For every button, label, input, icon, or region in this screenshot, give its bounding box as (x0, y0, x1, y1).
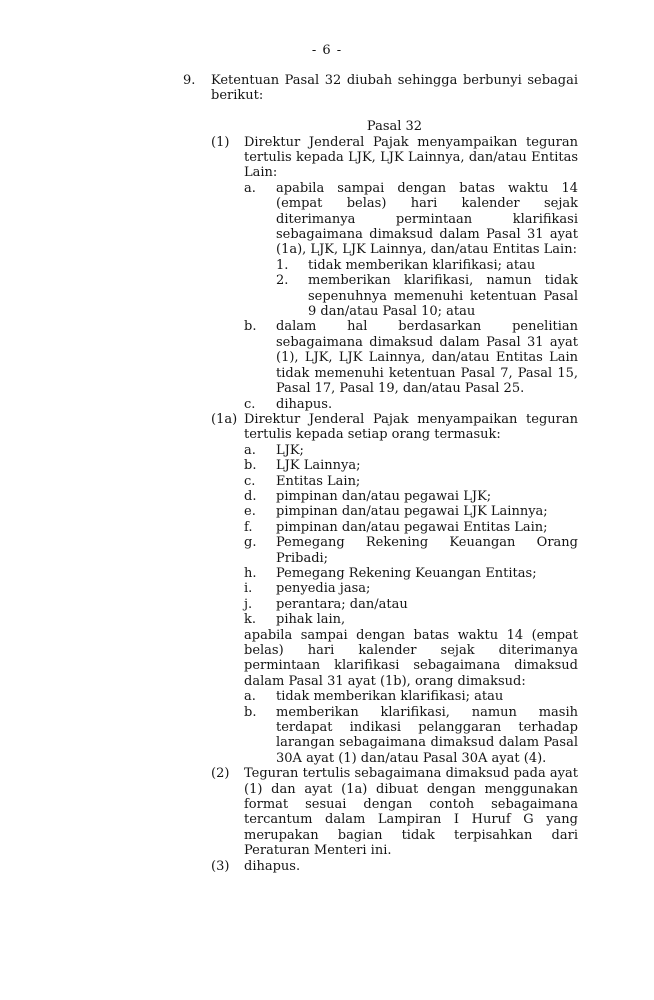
list-item-marker: a. (244, 689, 256, 705)
list-item-text: perantara; dan/atau (276, 596, 408, 612)
list2-item-b (244, 705, 578, 767)
clause-marker: (1) (211, 134, 230, 150)
amendment-number: 9. (183, 73, 196, 88)
clause-1a (211, 412, 578, 766)
list-item-marker: i. (244, 581, 253, 597)
document-body (183, 73, 578, 874)
clause-text: Teguran tertulis sebagaimana dimaksud pada ayat (1) dan ayat (1a) dibuat dengan menggunakan format sesuai dengan contoh sebagaimana tercantum dalam Lampiran I Huruf G yang merupakan bagian tidak terpisahkan dari Peraturan Menteri ini. (244, 766, 578, 859)
clause-2 (211, 766, 578, 858)
list-item-text: Pemegang Rekening Keuangan Entitas; (276, 565, 537, 581)
clause-1 (211, 135, 578, 412)
list-item-marker: j. (244, 596, 253, 612)
clause-marker: (1a) (211, 411, 238, 427)
list-item-b (244, 319, 578, 396)
list-item-marker: b. (244, 458, 257, 474)
list-item-text: LJK; (276, 442, 304, 458)
amendment-intro: Ketentuan Pasal 32 diubah sehingga berbunyi sebagai berikut: (211, 73, 578, 104)
list-item-g (244, 535, 578, 566)
clause-marker: (2) (211, 766, 230, 782)
list-item-marker: a. (244, 442, 256, 458)
list-item-j (244, 597, 578, 612)
list-item-marker: b. (244, 319, 257, 335)
clause-marker: (3) (211, 858, 230, 874)
list-item-marker: d. (244, 488, 257, 504)
list2-item-a (244, 689, 578, 704)
list-item-marker: c. (244, 473, 256, 489)
list-item-i (244, 581, 578, 596)
list-subitem-text: memberikan klarifikasi, namun tidak sepenuhnya memenuhi ketentuan Pasal 9 dan/atau Pasal 10; atau (308, 273, 578, 320)
list-item-marker: h. (244, 565, 257, 581)
list-item-a (244, 181, 578, 320)
vertical-gap (211, 104, 578, 119)
list-item-b (244, 458, 578, 473)
list-item-text: dihapus. (276, 396, 333, 412)
list-item-marker: k. (244, 612, 257, 628)
list-item-c (244, 474, 578, 489)
list-item-text: pimpinan dan/atau pegawai Entitas Lain; (276, 519, 548, 535)
list-item-text: apabila sampai dengan batas waktu 14 (empat belas) hari kalender sejak diterimanya permintaan klarifikasi sebagaimana dimaksud dalam Pasal 31 ayat (1a), LJK, LJK Lainnya, dan/atau Entitas Lain: (276, 180, 578, 258)
list-item-marker: c. (244, 396, 256, 412)
list-subitem-marker: 2. (276, 273, 289, 289)
list-subitem-2 (276, 273, 578, 319)
amendment-body (211, 73, 578, 874)
clause-continuation: apabila sampai dengan batas waktu 14 (empat belas) hari kalender sejak diterimanya permintaan klarifikasi sebagaimana dimaksud dalam Pasal 31 ayat (1b), orang dimaksud: (244, 627, 578, 689)
amendment-item-9 (183, 73, 578, 874)
list-item-marker: g. (244, 535, 257, 551)
list-item-text: LJK Lainnya; (276, 458, 361, 474)
clause-3 (211, 859, 578, 874)
list-item-text: pihak lain, (276, 612, 346, 628)
list-item-text: Entitas Lain; (276, 473, 361, 489)
list-item-text: pimpinan dan/atau pegawai LJK; (276, 488, 492, 504)
clause-text: dihapus. (244, 858, 301, 874)
list-item-marker: b. (244, 704, 257, 720)
list-item-marker: e. (244, 504, 256, 520)
list-item-d (244, 489, 578, 504)
list-subitem-1 (276, 258, 578, 273)
list-item-text: penyedia jasa; (276, 581, 371, 597)
list-item-text: memberikan klarifikasi, namun masih terdapat indikasi pelanggaran terhadap larangan sebagaimana dimaksud dalam Pasal 30A ayat (1) dan/atau Pasal 30A ayat (4). (276, 704, 578, 766)
list-item-h (244, 566, 578, 581)
list-item-f (244, 520, 578, 535)
clause-text: Direktur Jenderal Pajak menyampaikan teguran tertulis kepada LJK, LJK Lainnya, dan/atau Entitas Lain: (244, 134, 578, 181)
list-item-c (244, 397, 578, 412)
list-item-marker: f. (244, 519, 253, 535)
list-item-a (244, 443, 578, 458)
list-item-text: pimpinan dan/atau pegawai LJK Lainnya; (276, 504, 548, 520)
list-item-e (244, 504, 578, 519)
list-subitem-marker: 1. (276, 257, 289, 273)
list-item-text: dalam hal berdasarkan penelitian sebagaimana dimaksud dalam Pasal 31 ayat (1), LJK, LJK Lainnya, dan/atau Entitas Lain tidak memenuhi ketentuan Pasal 7, Pasal 15, Pasal 17, Pasal 19, dan/atau Pasal 25. (276, 319, 578, 397)
list-subitem-text: tidak memberikan klarifikasi; atau (308, 257, 536, 273)
clause-text: Direktur Jenderal Pajak menyampaikan teguran tertulis kepada setiap orang termasuk: (244, 411, 578, 443)
list-item-marker: a. (244, 180, 256, 196)
page-number: - 6 - (311, 43, 343, 58)
list-item-text: tidak memberikan klarifikasi; atau (276, 689, 504, 705)
list-item-k (244, 612, 578, 627)
article-heading: Pasal 32 (366, 119, 423, 135)
list-item-text: Pemegang Rekening Keuangan Orang Pribadi; (276, 535, 578, 566)
